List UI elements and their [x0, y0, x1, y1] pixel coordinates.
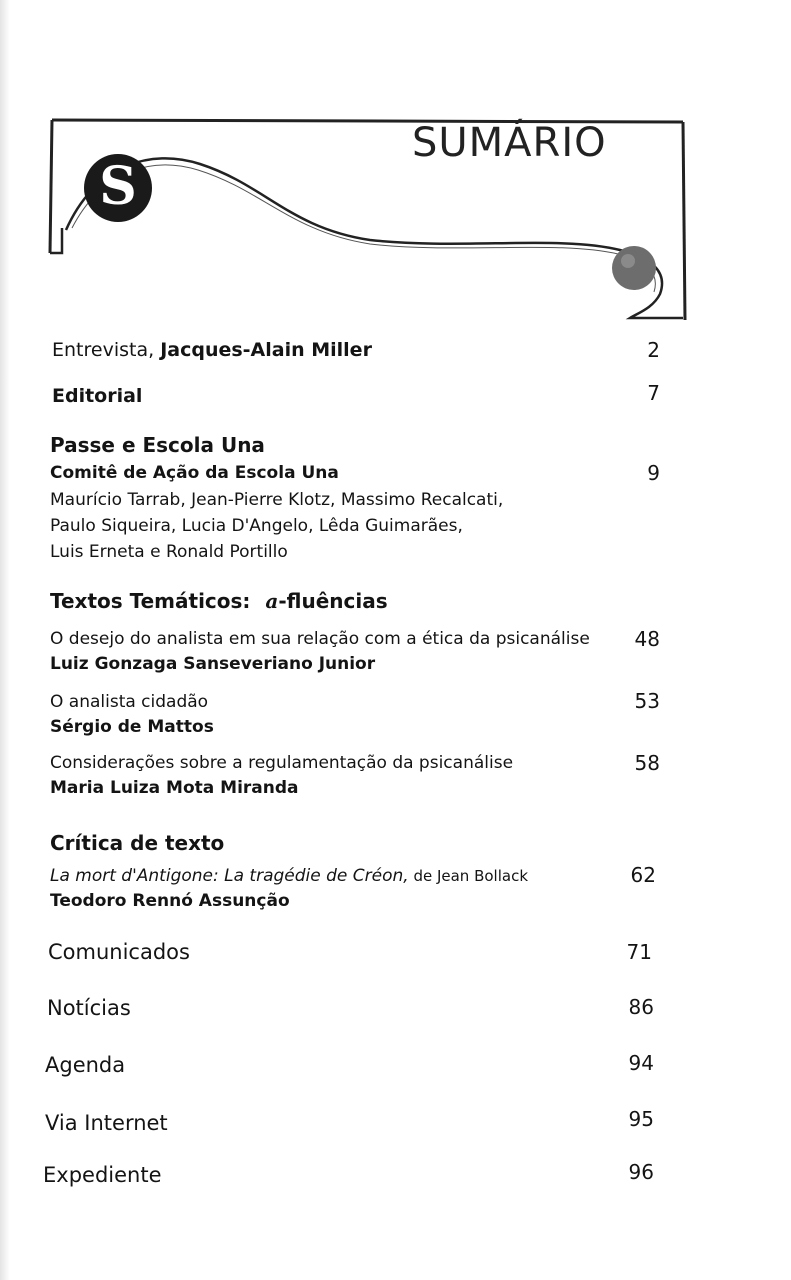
page-edge-shadow — [0, 0, 10, 1280]
toc-entry-author: Teodoro Rennó Assunção — [50, 891, 290, 911]
page-number: 53 — [634, 689, 660, 713]
logo-letter: S — [99, 156, 137, 217]
page-number: 96 — [628, 1160, 654, 1184]
authors-line: Maurício Tarrab, Jean-Pierre Klotz, Massimo Recalcati, — [50, 490, 504, 510]
toc-entry-expediente: Expediente — [43, 1163, 162, 1187]
page-number: 9 — [647, 461, 660, 485]
page-title: SUMÁRIO — [412, 120, 607, 166]
section-title-critica: Crítica de texto — [50, 831, 225, 855]
book-title: La mort d'Antigone: La tragédie de Créon, — [50, 866, 409, 886]
authors-list — [50, 487, 503, 565]
section-title-suffix: -fluências — [278, 589, 388, 613]
toc-entry-comunicados: Comunicados — [48, 940, 190, 964]
page-number: 71 — [626, 940, 652, 964]
page-number: 94 — [628, 1051, 654, 1075]
summary-header-frame — [40, 110, 690, 325]
toc-entry-author: Luiz Gonzaga Sanseveriano Junior — [50, 654, 376, 674]
entry-author: Jacques-Alain Miller — [160, 339, 372, 361]
book-author: de Jean Bollack — [408, 867, 529, 885]
toc-entry-author: Maria Luiza Mota Miranda — [50, 778, 299, 798]
page-number: 62 — [630, 863, 656, 887]
page-number: 7 — [647, 381, 660, 405]
toc-entry-comite: Comitê de Ação da Escola Una — [50, 463, 339, 483]
page-number: 2 — [647, 338, 660, 362]
authors-line: Paulo Siqueira, Lucia D'Angelo, Lêda Guimarães, — [50, 516, 463, 536]
toc-entry-entrevista — [52, 338, 372, 362]
toc-entry-author: Sérgio de Mattos — [50, 717, 214, 737]
toc-entry-title: O desejo do analista em sua relação com a ética da psicanálise — [50, 629, 590, 649]
section-title-textos — [50, 588, 388, 614]
page-number: 48 — [634, 627, 660, 651]
page-number: 86 — [628, 995, 654, 1019]
authors-line: Luis Erneta e Ronald Portillo — [50, 542, 288, 562]
page-number: 58 — [634, 751, 660, 775]
page-number: 95 — [628, 1107, 654, 1131]
toc-entry-agenda: Agenda — [45, 1053, 126, 1077]
section-title-prefix: Textos Temáticos: — [50, 589, 251, 613]
section-title-passe: Passe e Escola Una — [50, 433, 265, 457]
toc-entry-title: O analista cidadão — [50, 692, 209, 712]
toc-entry-title: Considerações sobre a regulamentação da psicanálise — [50, 753, 514, 773]
toc-entry-title — [50, 864, 528, 888]
ornament-ball-icon — [612, 246, 656, 290]
section-title-a: a — [265, 589, 279, 613]
toc-entry-via-internet: Via Internet — [45, 1111, 168, 1135]
toc-entry-noticias: Notícias — [47, 996, 131, 1020]
toc-entry-editorial: Editorial — [52, 385, 143, 407]
entry-prefix: Entrevista, — [52, 339, 155, 361]
